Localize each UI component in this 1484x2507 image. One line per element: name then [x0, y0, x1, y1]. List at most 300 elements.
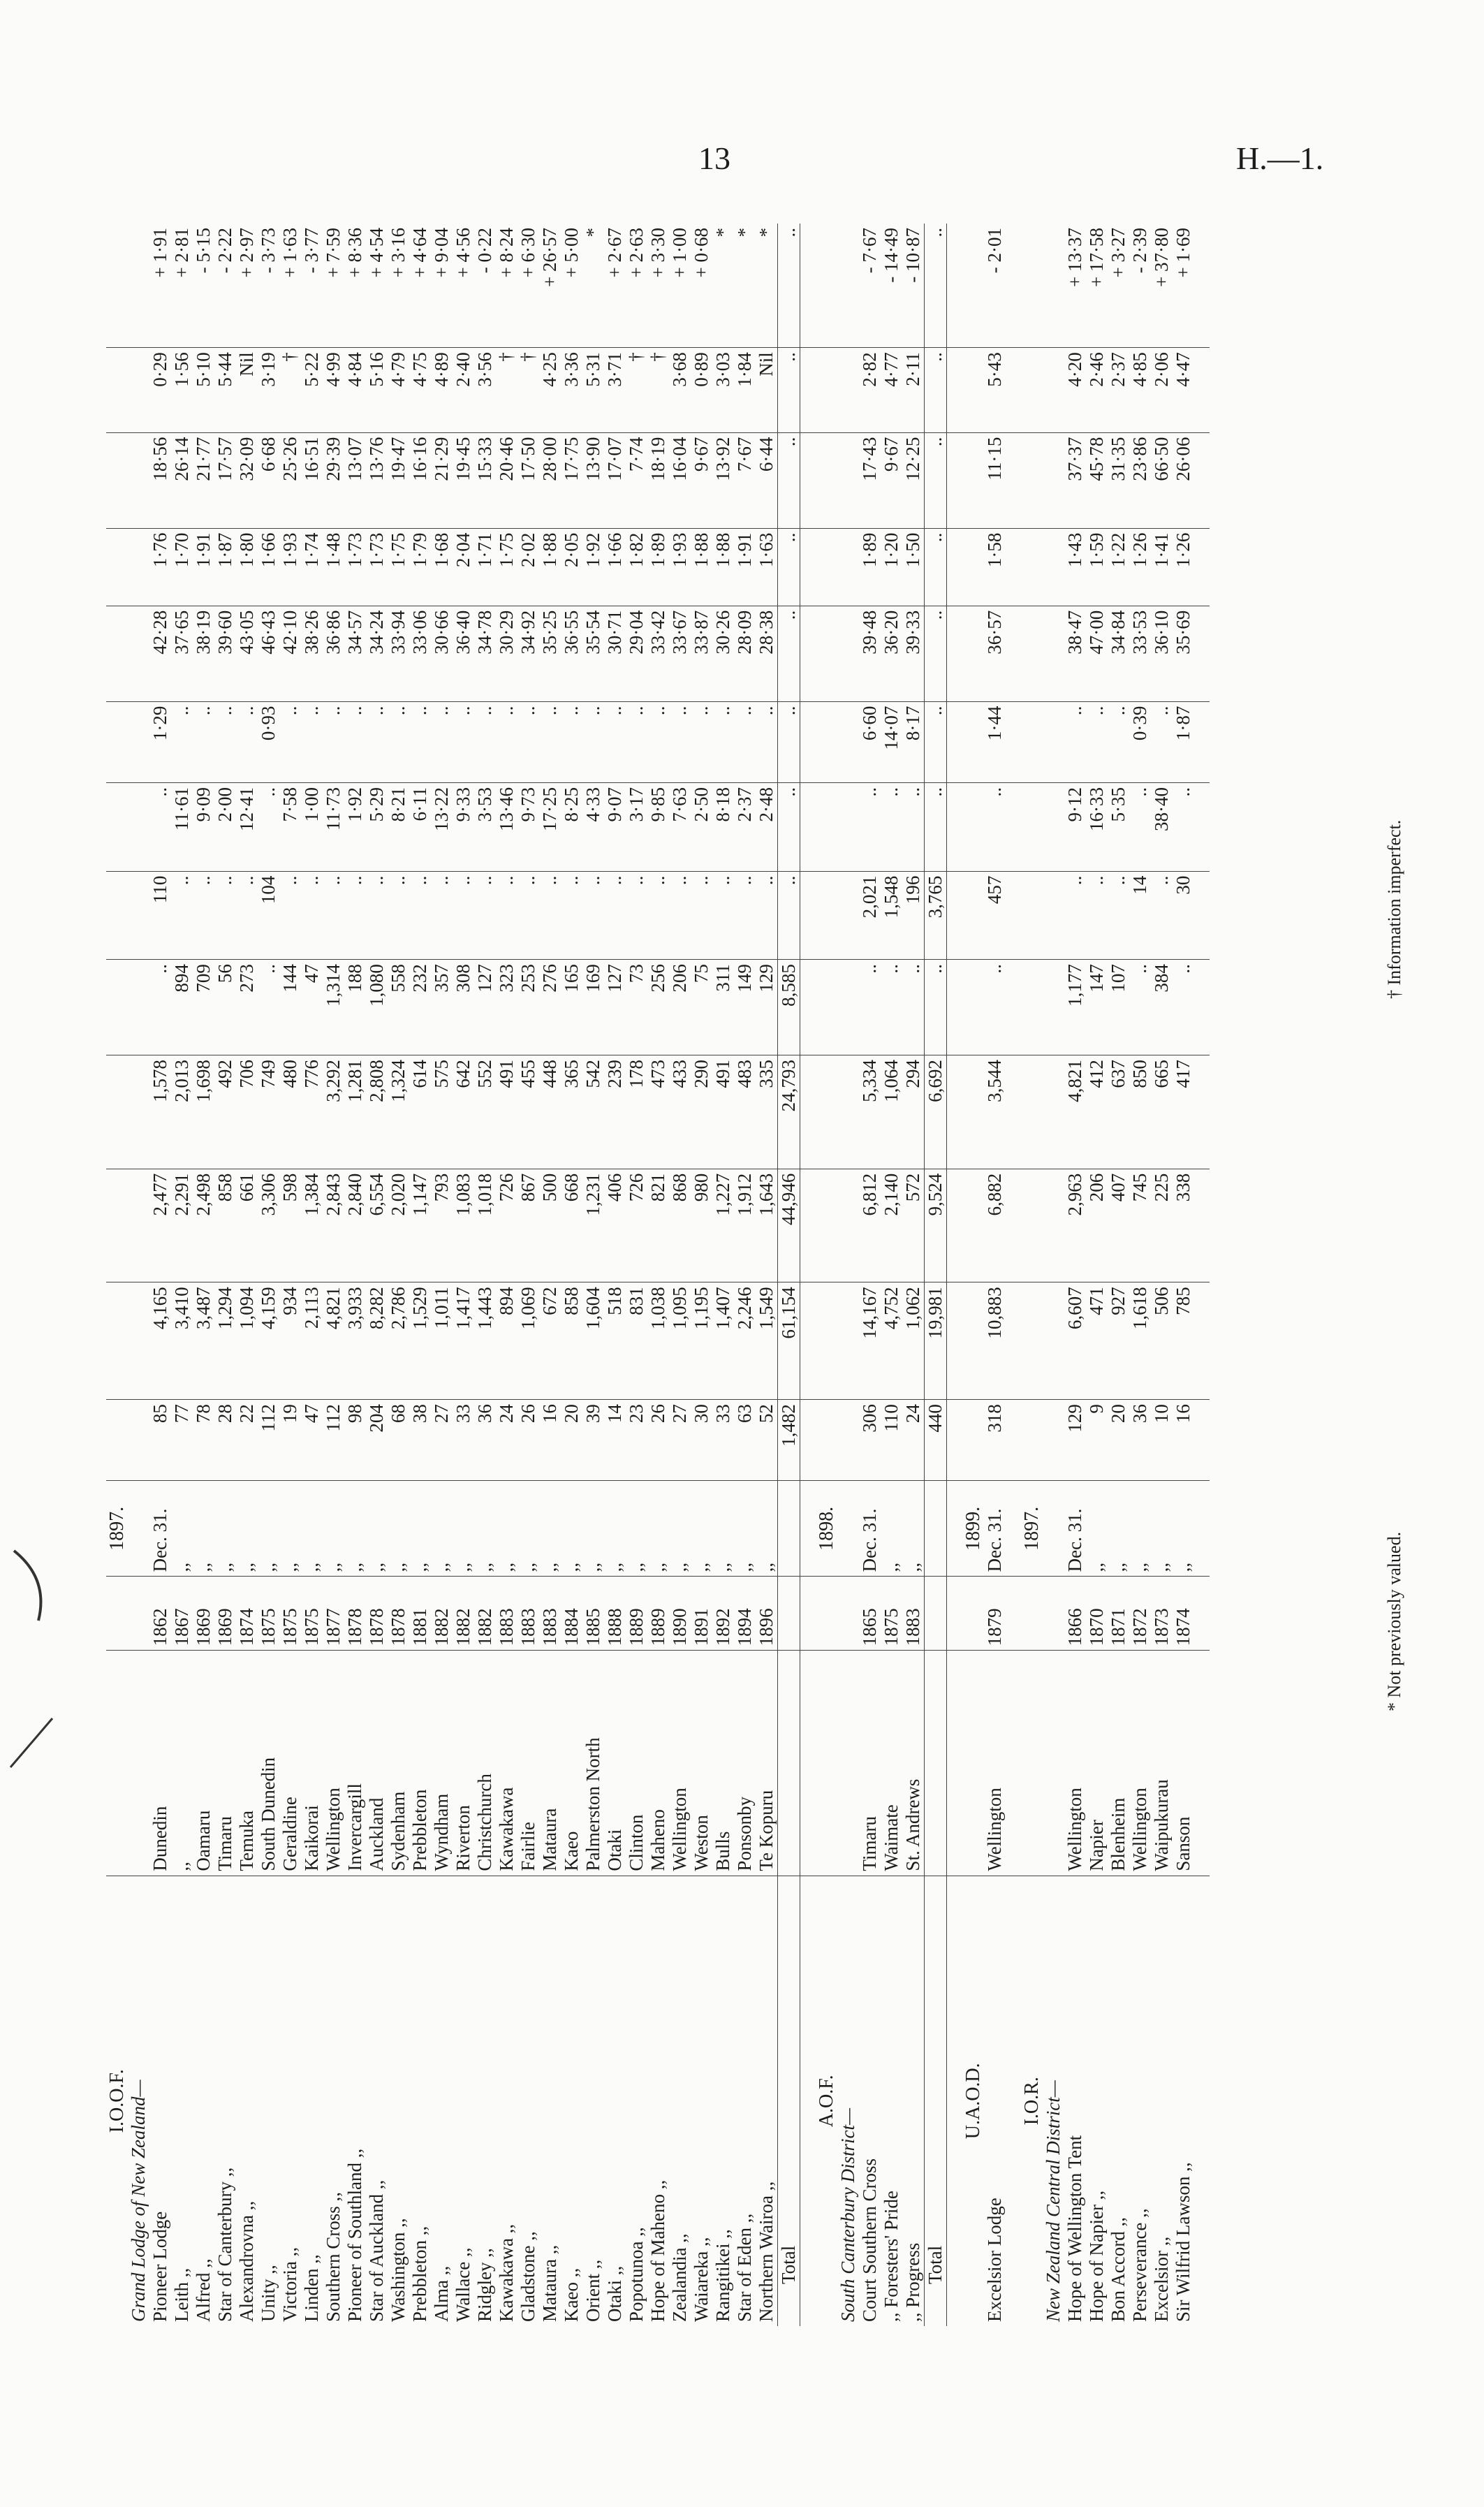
- valuation-date: ,,: [258, 1481, 279, 1577]
- value-cell: 572: [902, 1169, 925, 1282]
- value-cell: 2,843: [323, 1169, 344, 1282]
- value-cell: ..: [1108, 871, 1129, 960]
- value-cell: ..: [474, 701, 496, 782]
- value-cell: ..: [496, 701, 517, 782]
- blank-cell: [128, 224, 149, 348]
- table-row: [1064, 224, 1086, 2326]
- value-cell: ..: [902, 960, 925, 1055]
- value-cell: - 3·73: [258, 224, 279, 348]
- table-row: [561, 224, 582, 2326]
- value-cell: 4·75: [409, 348, 431, 432]
- blank-cell: [816, 871, 837, 960]
- value-cell: 500: [539, 1169, 561, 1282]
- total-value: 6,692: [925, 1055, 947, 1169]
- value-cell: 3,933: [344, 1282, 366, 1400]
- value-cell: ..: [604, 701, 626, 782]
- lodge-place: Temuka: [236, 1651, 258, 1876]
- table-row: [344, 224, 366, 2326]
- total-label: Total: [925, 1876, 947, 2326]
- blank-cell: [962, 528, 984, 606]
- blank-cell: [1021, 348, 1043, 432]
- blank-cell: [1194, 701, 1210, 782]
- value-cell: 1·87: [214, 528, 236, 606]
- value-cell: - 7·67: [859, 224, 881, 348]
- lodge-place: Palmerston North: [582, 1651, 604, 1876]
- lodge-name: Hope of Maheno ,,: [647, 2179, 668, 2322]
- section-subtitle-row: [1043, 224, 1064, 2326]
- value-cell: 598: [279, 1169, 301, 1282]
- value-cell: 6,882: [984, 1169, 1006, 1282]
- value-cell: 34·24: [366, 606, 388, 701]
- blank-cell: [1043, 1055, 1064, 1169]
- value-cell: ..: [626, 871, 647, 960]
- valuation-date: ,,: [388, 1481, 409, 1577]
- blank-cell: [1006, 1876, 1021, 2326]
- rotated-table-region: [106, 224, 1475, 2326]
- value-cell: 129: [756, 960, 778, 1055]
- value-cell: + 8·24: [496, 224, 517, 348]
- value-cell: 110: [881, 1400, 902, 1481]
- value-cell: 10,883: [984, 1282, 1006, 1400]
- value-cell: ..: [539, 701, 561, 782]
- value-cell: 1·68: [431, 528, 453, 606]
- value-cell: 11·73: [323, 782, 344, 871]
- value-cell: - 2·39: [1129, 224, 1151, 348]
- blank-cell: [1043, 528, 1064, 606]
- blank-cell: [1021, 1400, 1043, 1481]
- value-cell: 3,487: [193, 1282, 214, 1400]
- blank-cell: [1194, 871, 1210, 960]
- value-cell: 147: [1086, 960, 1108, 1055]
- value-cell: ..: [301, 871, 323, 960]
- lodge-place: Kaikorai: [301, 1651, 323, 1876]
- value-cell: ..: [691, 701, 712, 782]
- value-cell: ..: [647, 701, 669, 782]
- value-cell: 149: [734, 960, 756, 1055]
- established-year: 1881: [409, 1577, 431, 1651]
- value-cell: 8·25: [561, 782, 582, 871]
- value-cell: 112: [258, 1400, 279, 1481]
- blank-cell: [1194, 528, 1210, 606]
- blank-cell: [800, 1169, 816, 1282]
- blank-cell: [947, 960, 963, 1055]
- blank-cell: [816, 782, 837, 871]
- value-cell: 1,018: [474, 1169, 496, 1282]
- table-row: [1108, 224, 1129, 2326]
- valuation-date: ,,: [474, 1481, 496, 1577]
- blank-cell: [837, 1055, 859, 1169]
- value-cell: 2·06: [1151, 348, 1173, 432]
- value-cell: 30·26: [712, 606, 734, 701]
- lodge-name: Star of Eden ,,: [734, 2213, 755, 2322]
- blank-cell: [1021, 1169, 1043, 1282]
- total-value: ..: [778, 606, 800, 701]
- valuation-date: ,,: [431, 1481, 453, 1577]
- value-cell: 196: [902, 871, 925, 960]
- value-cell: ..: [409, 871, 431, 960]
- value-cell: ..: [279, 701, 301, 782]
- table-row: [517, 224, 539, 2326]
- blank-cell: [1006, 960, 1021, 1055]
- value-cell: 311: [712, 960, 734, 1055]
- table-row: [496, 224, 517, 2326]
- value-cell: 1·26: [1173, 528, 1194, 606]
- value-cell: 1·56: [171, 348, 193, 432]
- value-cell: ..: [582, 701, 604, 782]
- blank-cell: [837, 1282, 859, 1400]
- value-cell: - 3·77: [301, 224, 323, 348]
- lodge-name: Zealandia ,,: [669, 2233, 690, 2322]
- value-cell: 232: [409, 960, 431, 1055]
- value-cell: 4,159: [258, 1282, 279, 1400]
- blank-cell: [1194, 1169, 1210, 1282]
- value-cell: ..: [517, 701, 539, 782]
- value-cell: 0·93: [258, 701, 279, 782]
- value-cell: ..: [604, 871, 626, 960]
- value-cell: 1,069: [517, 1282, 539, 1400]
- section-subtitle-row: [837, 224, 859, 2326]
- year-header: 1899.: [962, 1481, 984, 1577]
- value-cell: 24: [496, 1400, 517, 1481]
- value-cell: 206: [669, 960, 691, 1055]
- value-cell: 19: [279, 1400, 301, 1481]
- value-cell: 4·25: [539, 348, 561, 432]
- value-cell: 2·37: [734, 782, 756, 871]
- value-cell: 23: [626, 1400, 647, 1481]
- value-cell: 2,477: [149, 1169, 171, 1282]
- year-header: 1897.: [106, 1481, 128, 1577]
- value-cell: 7·67: [734, 432, 756, 528]
- value-cell: 14: [1129, 871, 1151, 960]
- value-cell: 17·07: [604, 432, 626, 528]
- value-cell: ..: [301, 701, 323, 782]
- value-cell: 3·53: [474, 782, 496, 871]
- total-label: Total: [778, 1876, 800, 2326]
- lodge-name: Southern Cross ,,: [323, 2191, 344, 2322]
- blank-cell: [800, 871, 816, 960]
- value-cell: 1·88: [691, 528, 712, 606]
- value-cell: 306: [859, 1400, 881, 1481]
- blank-cell: [837, 224, 859, 348]
- blank-cell: [962, 1055, 984, 1169]
- lodge-place: Bulls: [712, 1651, 734, 1876]
- value-cell: 36: [474, 1400, 496, 1481]
- section-title: I.O.O.F.: [105, 2069, 128, 2133]
- value-cell: 5·22: [301, 348, 323, 432]
- value-cell: 0·29: [149, 348, 171, 432]
- lodge-place: Geraldine: [279, 1651, 301, 1876]
- valuation-date: Dec. 31.: [859, 1481, 881, 1577]
- blank-cell: [800, 432, 816, 528]
- value-cell: 4·77: [881, 348, 902, 432]
- value-cell: 308: [453, 960, 474, 1055]
- value-cell: 253: [517, 960, 539, 1055]
- value-cell: 858: [214, 1169, 236, 1282]
- value-cell: 21·29: [431, 432, 453, 528]
- established-year: 1870: [1086, 1577, 1108, 1651]
- valuation-date: ,,: [734, 1481, 756, 1577]
- value-cell: 26·06: [1173, 432, 1194, 528]
- value-cell: ..: [517, 871, 539, 960]
- value-cell: 3·19: [258, 348, 279, 432]
- valuation-date: ,,: [323, 1481, 344, 1577]
- established-year: 1882: [453, 1577, 474, 1651]
- table-row: [647, 224, 669, 2326]
- value-cell: ..: [236, 701, 258, 782]
- blank-cell: [800, 1282, 816, 1400]
- lodge-place: Mataura: [539, 1651, 561, 1876]
- table-row: [214, 224, 236, 2326]
- value-cell: 14: [604, 1400, 626, 1481]
- blank-cell: [837, 1651, 859, 1876]
- value-cell: 225: [1151, 1169, 1173, 1282]
- blank-cell: [106, 1055, 128, 1169]
- valuation-date: Dec. 31.: [1064, 1481, 1086, 1577]
- value-cell: + 3·27: [1108, 224, 1129, 348]
- blank-cell: [106, 782, 128, 871]
- value-cell: 552: [474, 1055, 496, 1169]
- blank-cell: [947, 1055, 963, 1169]
- value-cell: 3·56: [474, 348, 496, 432]
- lodge-place: Wellington: [669, 1651, 691, 1876]
- value-cell: ..: [881, 960, 902, 1055]
- value-cell: - 2·22: [214, 224, 236, 348]
- lodge-name: ,, Foresters' Pride: [881, 2191, 902, 2322]
- blank-cell: [962, 1400, 984, 1481]
- valuation-date: ,,: [561, 1481, 582, 1577]
- value-cell: - 0·22: [474, 224, 496, 348]
- value-cell: ..: [171, 871, 193, 960]
- value-cell: 1·87: [1173, 701, 1194, 782]
- value-cell: 3·17: [626, 782, 647, 871]
- value-cell: 726: [626, 1169, 647, 1282]
- total-value: ..: [778, 782, 800, 871]
- established-year: 1875: [258, 1577, 279, 1651]
- lodge-name: Star of Canterbury ,,: [214, 2167, 235, 2322]
- value-cell: ..: [669, 701, 691, 782]
- table-row: [171, 224, 193, 2326]
- total-value: ..: [778, 701, 800, 782]
- value-cell: 6·44: [756, 432, 778, 528]
- value-cell: 5·29: [366, 782, 388, 871]
- value-cell: 27: [431, 1400, 453, 1481]
- blank-cell: [1006, 528, 1021, 606]
- established-year: 1882: [474, 1577, 496, 1651]
- value-cell: 1·26: [1129, 528, 1151, 606]
- value-cell: 3·71: [604, 348, 626, 432]
- value-cell: 39·33: [902, 606, 925, 701]
- lodge-place: Wyndham: [431, 1651, 453, 1876]
- value-cell: ..: [431, 871, 453, 960]
- value-cell: 412: [1086, 1055, 1108, 1169]
- blank-cell: [816, 1169, 837, 1282]
- value-cell: 1·76: [149, 528, 171, 606]
- value-cell: 1,064: [881, 1055, 902, 1169]
- lodge-place: Kawakawa: [496, 1651, 517, 1876]
- value-cell: 17·57: [214, 432, 236, 528]
- value-cell: 3,410: [171, 1282, 193, 1400]
- value-cell: + 2·67: [604, 224, 626, 348]
- value-cell: 365: [561, 1055, 582, 1169]
- value-cell: ..: [712, 701, 734, 782]
- lodge-name: Alexandrovna ,,: [236, 2200, 257, 2322]
- value-cell: 33·94: [388, 606, 409, 701]
- table-row: [1173, 224, 1194, 2326]
- blank-cell: [1194, 432, 1210, 528]
- table-row: [323, 224, 344, 2326]
- value-cell: 46·43: [258, 606, 279, 701]
- value-cell: 18·56: [149, 432, 171, 528]
- lodge-place: Waimate: [881, 1651, 902, 1876]
- lodge-place: Riverton: [453, 1651, 474, 1876]
- value-cell: 0·39: [1129, 701, 1151, 782]
- value-cell: 1,407: [712, 1282, 734, 1400]
- value-cell: 39·60: [214, 606, 236, 701]
- section-title: U.A.O.D.: [962, 2063, 984, 2140]
- valuation-date: ,,: [1129, 1481, 1151, 1577]
- value-cell: 9·85: [647, 782, 669, 871]
- value-cell: 473: [647, 1055, 669, 1169]
- value-cell: 5·44: [214, 348, 236, 432]
- blank-cell: [947, 432, 963, 528]
- blank-cell: [816, 348, 837, 432]
- value-cell: 1,147: [409, 1169, 431, 1282]
- lodge-place: Te Kopuru: [756, 1651, 778, 1876]
- blank-cell: [1194, 606, 1210, 701]
- lodge-name: Linden ,,: [301, 2254, 322, 2322]
- blank-cell: [128, 1282, 149, 1400]
- value-cell: 455: [517, 1055, 539, 1169]
- lodge-place: Oamaru: [193, 1651, 214, 1876]
- established-year: 1878: [344, 1577, 366, 1651]
- value-cell: 34·92: [517, 606, 539, 701]
- blank-cell: [816, 1577, 837, 1651]
- blank-cell: [962, 432, 984, 528]
- blank-cell: [106, 528, 128, 606]
- value-cell: ..: [236, 871, 258, 960]
- value-cell: Nil: [236, 348, 258, 432]
- table-row: [366, 224, 388, 2326]
- total-value: 44,946: [778, 1169, 800, 1282]
- blank-cell: [128, 1577, 149, 1651]
- value-cell: ..: [1064, 701, 1086, 782]
- value-cell: 8·18: [712, 782, 734, 871]
- valuation-date: ,,: [1108, 1481, 1129, 1577]
- established-year: 1885: [582, 1577, 604, 1651]
- value-cell: 28·00: [539, 432, 561, 528]
- blank-cell: [816, 1055, 837, 1169]
- value-cell: + 26·57: [539, 224, 561, 348]
- blank-cell: [1021, 1577, 1043, 1651]
- value-cell: 129: [1064, 1400, 1086, 1481]
- blank-cell: [1006, 348, 1021, 432]
- blank-cell: [128, 528, 149, 606]
- established-year: 1872: [1129, 1577, 1151, 1651]
- value-cell: 726: [496, 1169, 517, 1282]
- value-cell: ..: [149, 960, 171, 1055]
- total-value: ..: [925, 348, 947, 432]
- page-number: 13: [698, 140, 730, 176]
- established-year: 1883: [496, 1577, 517, 1651]
- value-cell: †: [517, 348, 539, 432]
- lodge-place: Timaru: [214, 1651, 236, 1876]
- blank-cell: [800, 1400, 816, 1481]
- value-cell: 1·75: [388, 528, 409, 606]
- table-row: [734, 224, 756, 2326]
- section-title: A.O.F.: [815, 2075, 837, 2128]
- value-cell: ..: [881, 782, 902, 871]
- value-cell: 1·84: [734, 348, 756, 432]
- lodge-name: Sir Wilfrid Lawson ,,: [1173, 2162, 1193, 2322]
- blank-cell: [1006, 1400, 1021, 1481]
- value-cell: 542: [582, 1055, 604, 1169]
- lodge-place: Fairlie: [517, 1651, 539, 1876]
- value-cell: ..: [453, 871, 474, 960]
- value-cell: 1·89: [859, 528, 881, 606]
- value-cell: 17·25: [539, 782, 561, 871]
- value-cell: *: [734, 224, 756, 348]
- established-year: 1878: [388, 1577, 409, 1651]
- blank-cell: [1194, 1651, 1210, 1876]
- lodge-name: Excelsior Lodge: [984, 2198, 1005, 2322]
- value-cell: ..: [344, 701, 366, 782]
- valuation-date: ,,: [604, 1481, 626, 1577]
- lodge-name: Kaeo ,,: [561, 2267, 582, 2322]
- blank-cell: [800, 1577, 816, 1651]
- value-cell: †: [279, 348, 301, 432]
- lodge-name: Washington ,,: [388, 2218, 409, 2322]
- value-cell: 2,963: [1064, 1169, 1086, 1282]
- value-cell: ..: [258, 960, 279, 1055]
- blank-cell: [128, 432, 149, 528]
- value-cell: 4,165: [149, 1282, 171, 1400]
- value-cell: 33·53: [1129, 606, 1151, 701]
- value-cell: 1·75: [496, 528, 517, 606]
- value-cell: †: [496, 348, 517, 432]
- table-row: [453, 224, 474, 2326]
- value-cell: 39: [582, 1400, 604, 1481]
- lodge-name: Excelsior ,,: [1151, 2236, 1172, 2322]
- value-cell: 17·43: [859, 432, 881, 528]
- blank-cell: [778, 1651, 800, 1876]
- value-cell: 19·45: [453, 432, 474, 528]
- value-cell: + 1·00: [669, 224, 691, 348]
- value-cell: 3·03: [712, 348, 734, 432]
- blank-cell: [837, 1481, 859, 1577]
- value-cell: 33·87: [691, 606, 712, 701]
- value-cell: 9·33: [453, 782, 474, 871]
- value-cell: 30: [1173, 871, 1194, 960]
- value-cell: 1,618: [1129, 1282, 1151, 1400]
- blank-cell: [1194, 1055, 1210, 1169]
- blank-cell: [800, 960, 816, 1055]
- valuation-date: ,,: [756, 1481, 778, 1577]
- total-value: ..: [778, 528, 800, 606]
- valuation-date: ,,: [409, 1481, 431, 1577]
- lodge-place: Wellington: [984, 1651, 1006, 1876]
- value-cell: 1,195: [691, 1282, 712, 1400]
- value-cell: 5·16: [366, 348, 388, 432]
- value-cell: 10: [1151, 1400, 1173, 1481]
- blank-cell: [800, 528, 816, 606]
- value-cell: 1,011: [431, 1282, 453, 1400]
- value-cell: 1,231: [582, 1169, 604, 1282]
- value-cell: 30·29: [496, 606, 517, 701]
- table-row: [984, 224, 1006, 2326]
- value-cell: 38·26: [301, 606, 323, 701]
- blank-cell: [128, 1169, 149, 1282]
- total-value: ..: [778, 348, 800, 432]
